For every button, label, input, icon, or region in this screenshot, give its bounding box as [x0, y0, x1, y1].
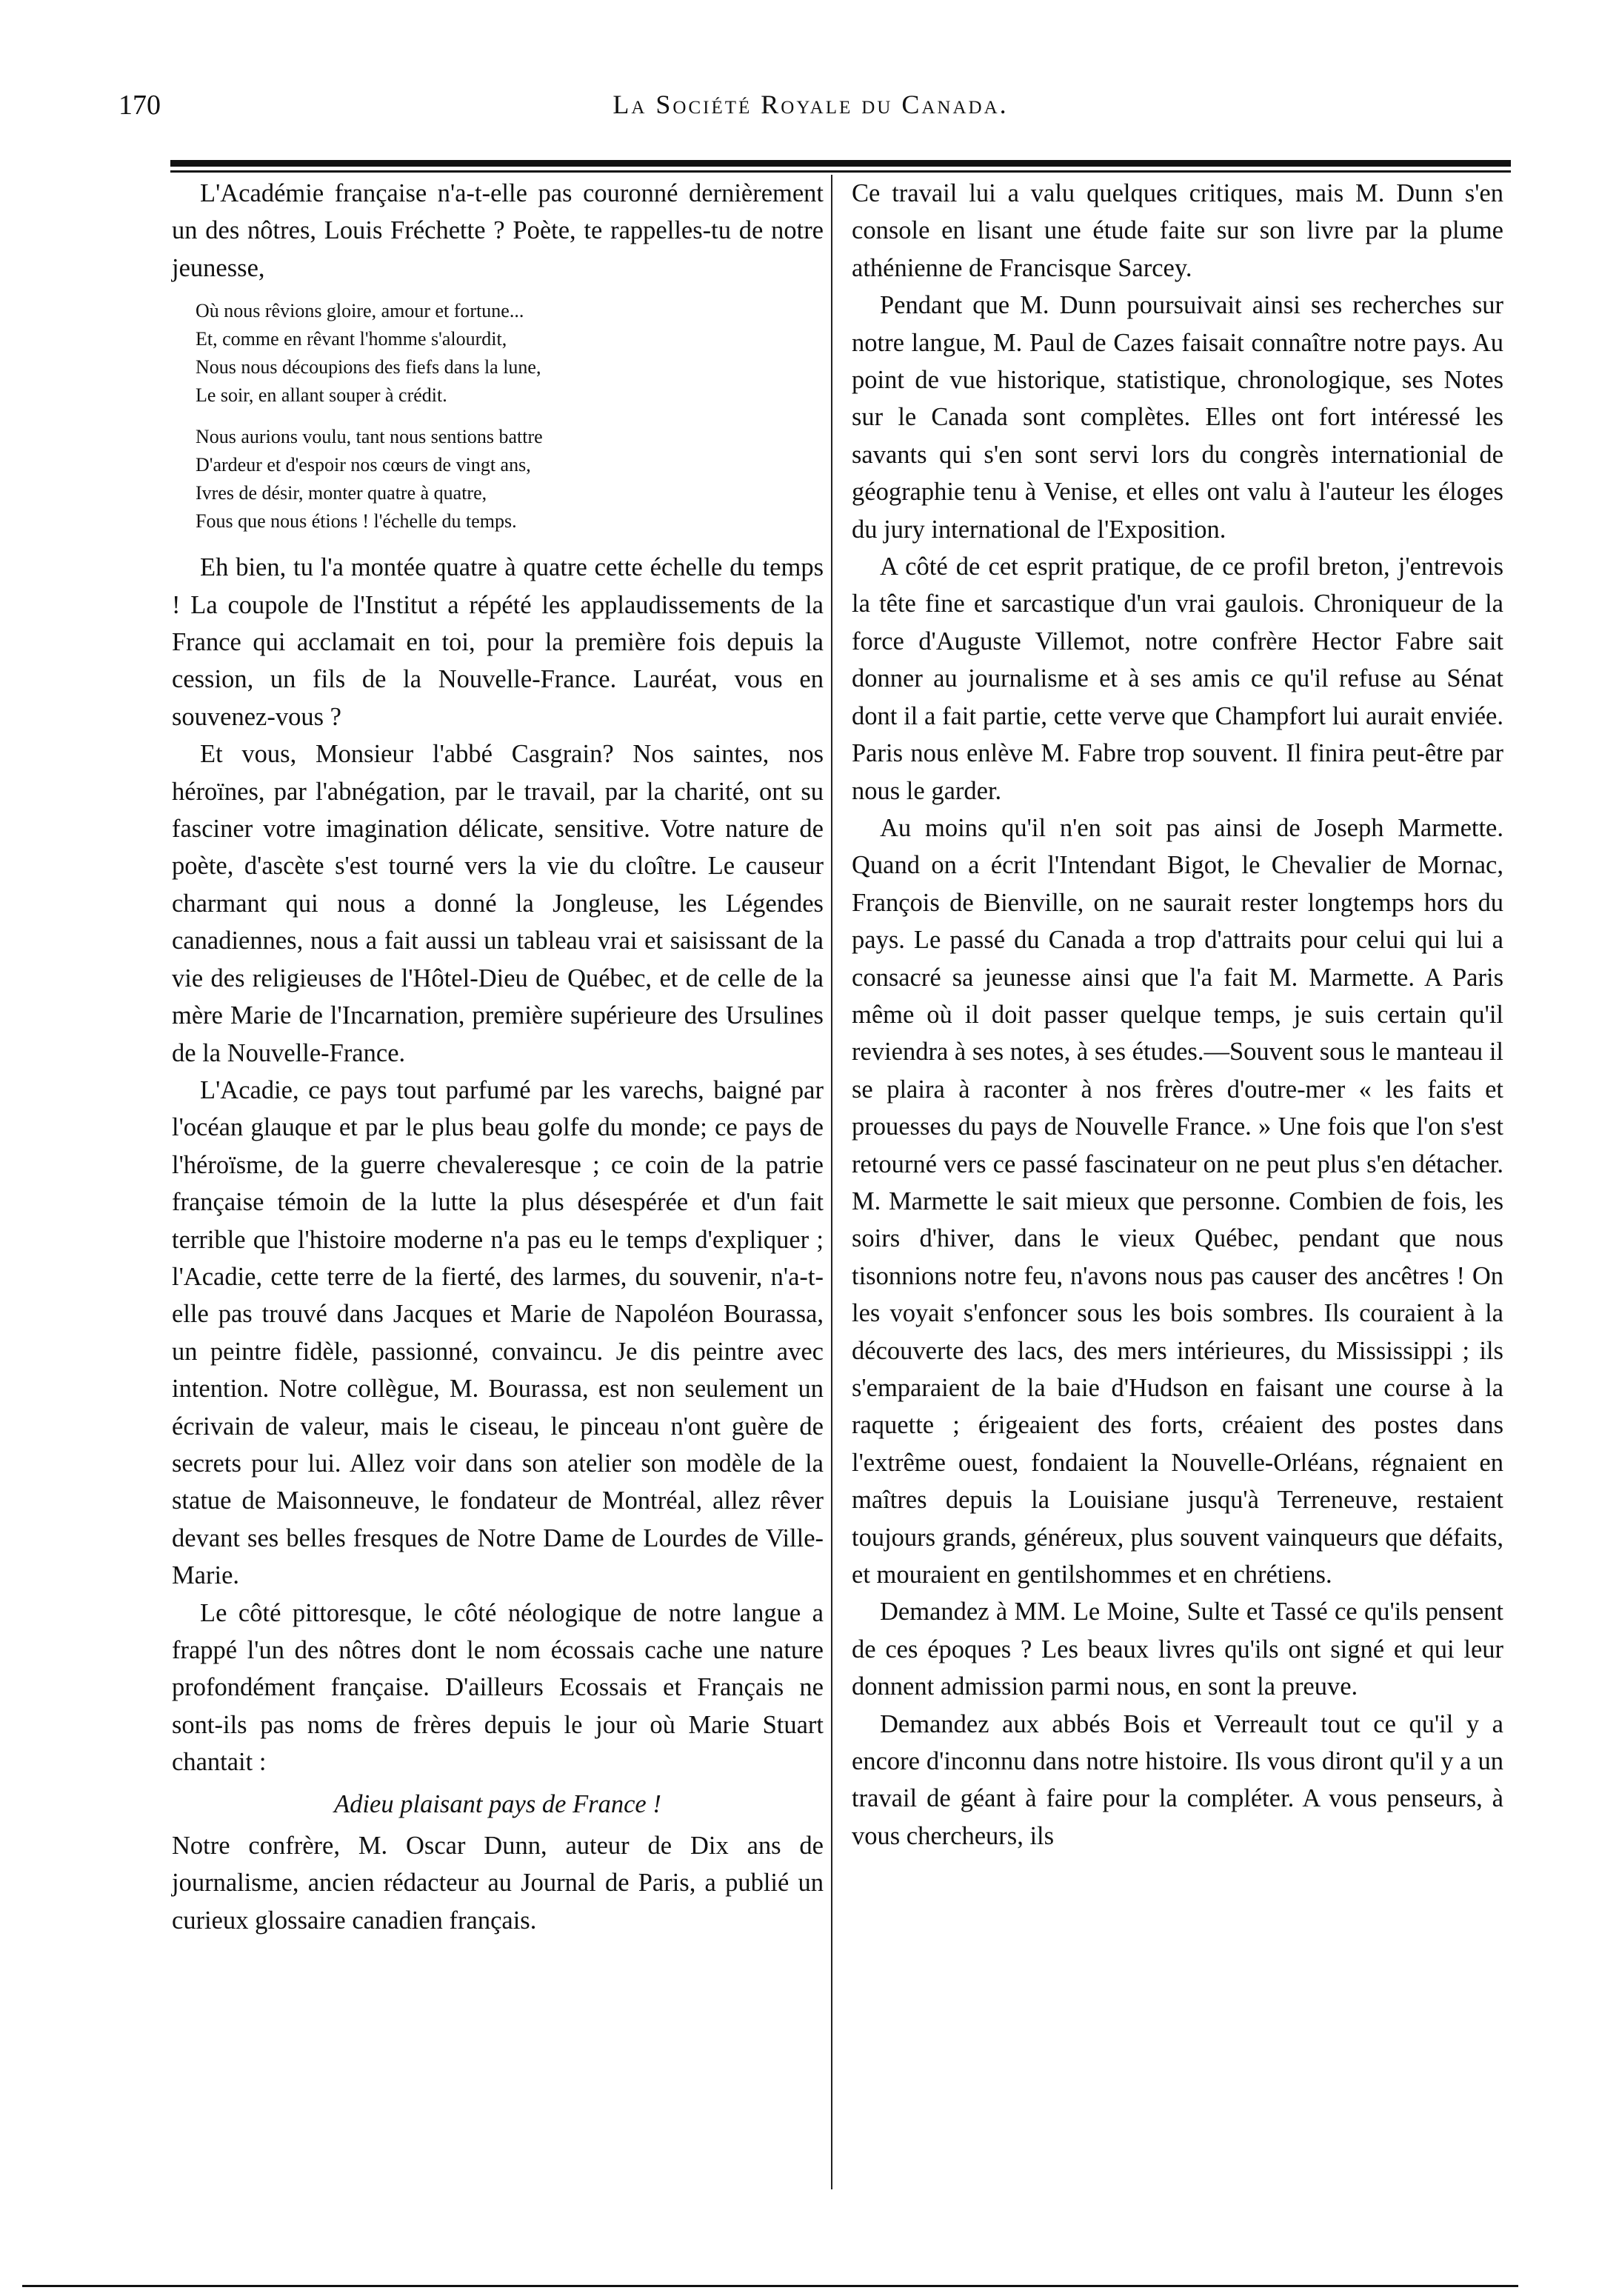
verse-stanza — [196, 297, 824, 410]
verse-line: Fous que nous étions ! l'échelle du temps. — [196, 510, 517, 533]
paragraph: Et vous, Monsieur l'abbé Casgrain? Nos saintes, nos héroïnes, par l'abnégation, par le travail, par la charité, ont su fasciner votre imagination délicate, sensitive. Votre nature de poète, d'ascète s'est tourné vers la vie du cloître. Le causeur charmant qui nous a donné la Jongleuse, les Légendes canadiennes, nous a fait aussi un tableau vrai et saisissant de la vie des religieuses de l'Hôtel-Dieu de Québec, et de celle de la mère Marie de l'Incarnation, première supérieure des Ursulines de la Nouvelle-France. — [172, 740, 824, 1067]
page-header — [118, 89, 1503, 133]
verse-line: Le soir, en allant souper à crédit. — [196, 384, 447, 407]
page-number: 170 — [118, 90, 161, 121]
paragraph: Au moins qu'il n'en soit pas ainsi de Joseph Marmette. Quand on a écrit l'Intendant Bigot, le Chevalier de Mornac, François de Bienville, on ne saurait rester longtemps hors du pays. Le passé du Canada a trop d'attraits pour celui qui lui a consacré sa jeunesse ainsi que l'a fait M. Marmette. A Paris même où il doit passer quelque temps, je suis certain qu'il reviendra à ses notes, à ses études.—Souvent sous le manteau il se plaira à raconter à nos frères d'outre-mer « les faits et prouesses du pays de Nouvelle France. » Une fois que l'on s'est retourné vers ce passé fascinateur on ne peut plus s'en détacher. M. Marmette le sait mieux que personne. Combien de fois, les soirs d'hiver, dans le vieux Québec, pendant que nous tisonnions notre feu, n'avons nous pas causer des ancêtres ! On les voyait s'enfoncer sous les bois sombres. Ils couraient à la découverte des lacs, des mers intérieures, du Mississippi ; ils s'emparaient de la baie d'Hudson en faisant une course à la raquette ; érigeaient des forts, créaient des postes dans l'extrême ouest, fondaient la Nouvelle-Orléans, régnaient en maîtres depuis la Louisiane jusqu'à Terreneuve, restaient toujours grands, généreux, plus souvent vainqueurs que défaits, et mouraient en gentilshommes et en chrétiens. — [852, 813, 1503, 1589]
paragraph: Ce travail lui a valu quelques critiques, mais M. Dunn s'en console en lisant une étude faite sur son livre par la plume athénienne de Francisque Sarcey. — [852, 179, 1503, 282]
verse-line: Nous nous découpions des fiefs dans la lune, — [196, 356, 541, 378]
paragraph: Le côté pittoresque, le côté néologique de notre langue a frappé l'un des nôtres dont le nom écossais cache une nature profondément française. D'ailleurs Ecossais et Français ne sont-ils pas noms de frères depuis le jour où Marie Stuart chantait : — [172, 1598, 824, 1777]
footer-rule — [22, 2285, 1518, 2287]
verse-line: Nous aurions voulu, tant nous sentions battre — [196, 426, 543, 448]
verse-line: Où nous rêvions gloire, amour et fortune... — [196, 300, 524, 322]
paragraph: L'Académie française n'a-t-elle pas couronné dernièrement un des nôtres, Louis Fréchette ? Poète, te rappelles-tu de notre jeunesse, — [172, 179, 824, 282]
verse-line: Et, comme en rêvant l'homme s'alourdit, — [196, 328, 507, 350]
paragraph: Notre confrère, M. Oscar Dunn, auteur de Dix ans de journalisme, ancien rédacteur au Journal de Paris, a publié un curieux glossaire canadien français. — [172, 1832, 824, 1935]
paragraph: Eh bien, tu l'a montée quatre à quatre cette échelle du temps ! La coupole de l'Institut a répété les applaudissements de la France qui acclamait en toi, pour la première fois depuis la cession, un fils de la Nouvelle-France. Lauréat, vous en souvenez-vous ? — [172, 553, 824, 731]
paragraph: Pendant que M. Dunn poursuivait ainsi ses recherches sur notre langue, M. Paul de Cazes faisait connaître notre pays. Au point de vue historique, statistique, chronologique, ses Notes sur le Canada sont complètes. Elles ont fort intéressé les savants qui s'en sont servi lors du congrès internationial de géographie tenu à Venise, et elles ont valu à l'auteur les éloges du jury international de l'Exposition. — [852, 291, 1503, 544]
header-rule-thin — [170, 170, 1511, 173]
paragraph: Demandez aux abbés Bois et Verreault tout ce qu'il y a encore d'inconnu dans notre histoire. Ils vous diront qu'il y a un travail de géant à faire pour la compléter. A vous penseurs, à vous chercheurs, ils — [852, 1709, 1503, 1850]
verse-stanza — [196, 423, 824, 535]
quoted-verse: Adieu plaisant pays de France ! — [334, 1789, 661, 1818]
running-title: La Société Royale du Canada. — [612, 90, 1009, 119]
verse-line: D'ardeur et d'espoir nos cœurs de vingt ans, — [196, 454, 531, 476]
right-column — [852, 175, 1503, 1855]
header-rule-thick — [170, 160, 1511, 167]
paragraph: A côté de cet esprit pratique, de ce profil breton, j'entrevois la tête fine et sarcastique d'un vrai gaulois. Chroniqueur de la force d'Auguste Villemot, notre confrère Hector Fabre sait donner au journalisme et à ses amis ce qu'il refuse au Sénat dont il a fait partie, cette verve que Champfort lui aurait enviée. Paris nous enlève M. Fabre trop souvent. Il finira peut-être par nous le garder. — [852, 553, 1503, 805]
column-divider — [831, 175, 832, 2189]
verse-line: Ivres de désir, monter quatre à quatre, — [196, 482, 487, 504]
left-column — [172, 175, 824, 1939]
paragraph: L'Acadie, ce pays tout parfumé par les varechs, baigné par l'océan glauque et par le plus beau golfe du monde; ce pays de l'héroïsme, de la guerre chevaleresque ; ce coin de la patrie française témoin de la lutte la plus désespérée et d'un fait terrible que l'histoire moderne n'a pas eu le temps d'expliquer ; l'Acadie, cette terre de la fierté, des larmes, du souvenir, n'a-t-elle pas trouvé dans Jacques et Marie de Napoléon Bourassa, un peintre fidèle, passionné, convaincu. Je dis peintre avec intention. Notre collègue, M. Bourassa, est non seulement un écrivain de valeur, mais le ciseau, le pinceau n'ont guère de secrets pour lui. Allez voir dans son atelier son modèle de la statue de Maisonneuve, le fondateur de Montréal, allez rêver devant ses belles fresques de Notre Dame de Lourdes de Ville-Marie. — [172, 1075, 824, 1590]
verse-block — [196, 297, 824, 535]
paragraph: Demandez à MM. Le Moine, Sulte et Tassé ce qu'ils pensent de ces époques ? Les beaux livres qu'ils ont signé et qui leur donnent admission parmi nous, en sont la preuve. — [852, 1598, 1503, 1701]
